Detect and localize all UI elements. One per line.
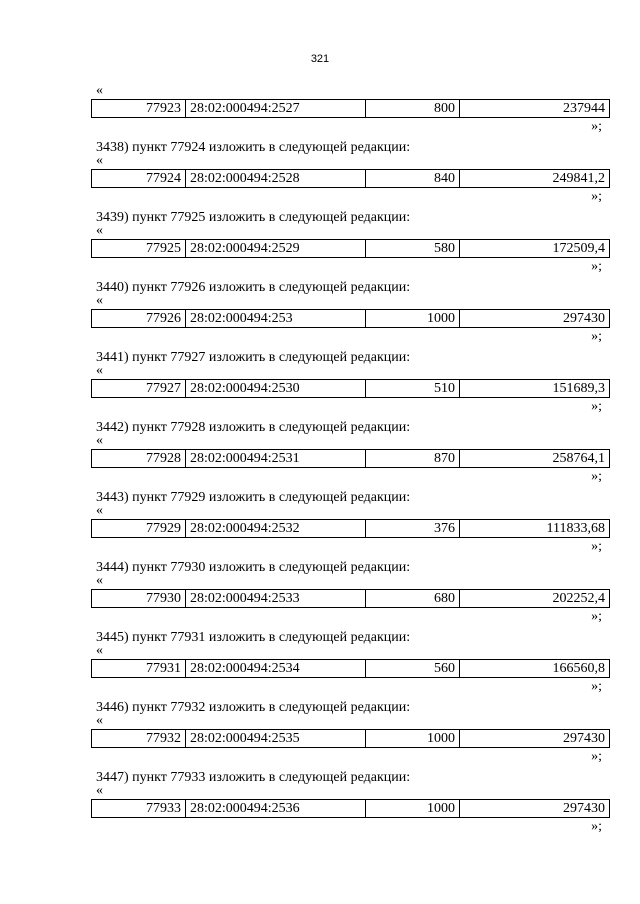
entry-table <box>91 659 610 678</box>
entry-table <box>91 799 610 818</box>
cadastral-number: 28:02:000494:2536 <box>186 800 366 818</box>
table-row <box>92 660 610 678</box>
opening-quote: « <box>96 573 103 588</box>
entry-number: 77925 <box>92 240 186 258</box>
closing-quote: »; <box>591 329 602 344</box>
area-value: 800 <box>366 100 460 118</box>
document-body <box>0 82 640 852</box>
amendment-heading: 3445) пункт 77931 изложить в следующей редакции: <box>96 630 411 645</box>
cost-value: 172509,4 <box>460 240 610 258</box>
entry-number: 77928 <box>92 450 186 468</box>
table-row <box>92 170 610 188</box>
cadastral-number: 28:02:000494:253 <box>186 310 366 328</box>
page-number: 321 <box>310 53 330 65</box>
closing-quote: »; <box>591 189 602 204</box>
opening-quote: « <box>96 783 103 798</box>
cadastral-number: 28:02:000494:2535 <box>186 730 366 748</box>
amendment-heading: 3438) пункт 77924 изложить в следующей редакции: <box>96 140 411 155</box>
table-row <box>92 240 610 258</box>
closing-quote: »; <box>591 749 602 764</box>
amendment-block <box>0 770 640 852</box>
opening-quote: « <box>96 293 103 308</box>
table-row <box>92 100 610 118</box>
opening-quote: « <box>96 83 103 98</box>
amendment-heading: 3446) пункт 77932 изложить в следующей редакции: <box>96 700 411 715</box>
entry-number: 77924 <box>92 170 186 188</box>
cost-value: 297430 <box>460 800 610 818</box>
opening-quote: « <box>96 153 103 168</box>
closing-quote: »; <box>591 399 602 414</box>
entry-table <box>91 449 610 468</box>
cost-value: 297430 <box>460 730 610 748</box>
amendment-heading: 3441) пункт 77927 изложить в следующей редакции: <box>96 350 411 365</box>
cost-value: 237944 <box>460 100 610 118</box>
opening-quote: « <box>96 433 103 448</box>
area-value: 1000 <box>366 310 460 328</box>
cadastral-number: 28:02:000494:2534 <box>186 660 366 678</box>
area-value: 510 <box>366 380 460 398</box>
amendment-heading: 3444) пункт 77930 изложить в следующей редакции: <box>96 560 411 575</box>
table-row <box>92 590 610 608</box>
cadastral-number: 28:02:000494:2529 <box>186 240 366 258</box>
cost-value: 202252,4 <box>460 590 610 608</box>
closing-quote: »; <box>591 609 602 624</box>
closing-quote: »; <box>591 539 602 554</box>
area-value: 1000 <box>366 800 460 818</box>
entry-table <box>91 99 610 118</box>
area-value: 1000 <box>366 730 460 748</box>
cost-value: 297430 <box>460 310 610 328</box>
opening-quote: « <box>96 713 103 728</box>
area-value: 840 <box>366 170 460 188</box>
table-row <box>92 310 610 328</box>
amendment-heading: 3440) пункт 77926 изложить в следующей редакции: <box>96 280 411 295</box>
cadastral-number: 28:02:000494:2527 <box>186 100 366 118</box>
entry-table <box>91 519 610 538</box>
table-row <box>92 730 610 748</box>
entry-number: 77927 <box>92 380 186 398</box>
opening-quote: « <box>96 363 103 378</box>
cost-value: 166560,8 <box>460 660 610 678</box>
entry-number: 77931 <box>92 660 186 678</box>
area-value: 870 <box>366 450 460 468</box>
entry-table <box>91 239 610 258</box>
cadastral-number: 28:02:000494:2533 <box>186 590 366 608</box>
cadastral-number: 28:02:000494:2532 <box>186 520 366 538</box>
table-row <box>92 520 610 538</box>
cost-value: 249841,2 <box>460 170 610 188</box>
cost-value: 151689,3 <box>460 380 610 398</box>
amendment-heading: 3447) пункт 77933 изложить в следующей редакции: <box>96 770 411 785</box>
opening-quote: « <box>96 223 103 238</box>
entry-number: 77923 <box>92 100 186 118</box>
table-row <box>92 450 610 468</box>
table-row <box>92 380 610 398</box>
entry-number: 77932 <box>92 730 186 748</box>
entry-table <box>91 379 610 398</box>
amendment-heading: 3443) пункт 77929 изложить в следующей редакции: <box>96 490 411 505</box>
cost-value: 111833,68 <box>460 520 610 538</box>
cadastral-number: 28:02:000494:2528 <box>186 170 366 188</box>
entry-table <box>91 169 610 188</box>
area-value: 560 <box>366 660 460 678</box>
closing-quote: »; <box>591 679 602 694</box>
cadastral-number: 28:02:000494:2530 <box>186 380 366 398</box>
cadastral-number: 28:02:000494:2531 <box>186 450 366 468</box>
opening-quote: « <box>96 643 103 658</box>
area-value: 680 <box>366 590 460 608</box>
area-value: 376 <box>366 520 460 538</box>
entry-number: 77930 <box>92 590 186 608</box>
entry-table <box>91 729 610 748</box>
entry-number: 77929 <box>92 520 186 538</box>
entry-number: 77933 <box>92 800 186 818</box>
entry-number: 77926 <box>92 310 186 328</box>
entry-table <box>91 589 610 608</box>
closing-quote: »; <box>591 819 602 834</box>
closing-quote: »; <box>591 119 602 134</box>
entry-table <box>91 309 610 328</box>
closing-quote: »; <box>591 469 602 484</box>
closing-quote: »; <box>591 259 602 274</box>
table-row <box>92 800 610 818</box>
cost-value: 258764,1 <box>460 450 610 468</box>
amendment-heading: 3442) пункт 77928 изложить в следующей редакции: <box>96 420 411 435</box>
area-value: 580 <box>366 240 460 258</box>
opening-quote: « <box>96 503 103 518</box>
amendment-heading: 3439) пункт 77925 изложить в следующей редакции: <box>96 210 411 225</box>
